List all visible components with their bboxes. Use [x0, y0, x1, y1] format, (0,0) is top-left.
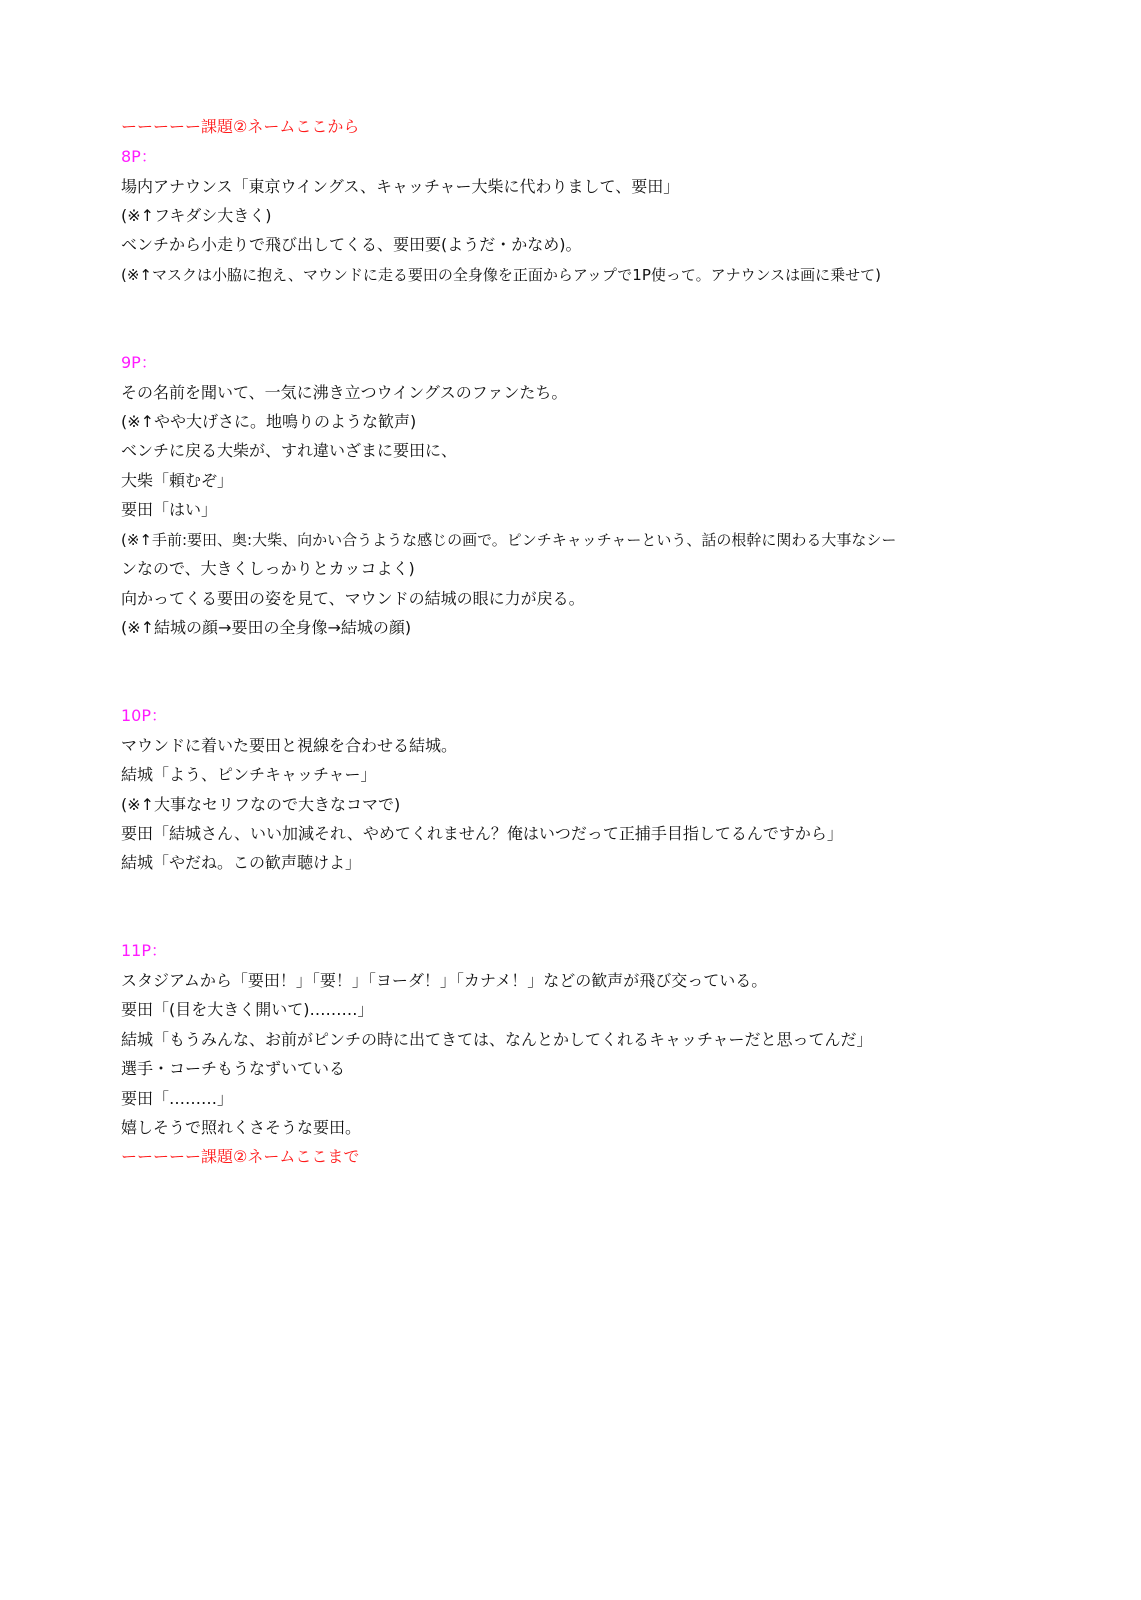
page-heading-9p: 9P：: [121, 353, 157, 372]
script-line: (※↑手前:要田、奥:大柴、向かい合うような感じの画で。ピンチキャッチャーという、話の根幹に関わる大事なシー: [121, 531, 897, 549]
marker-end: ーーーーー課題②ネームここまで: [121, 1147, 360, 1166]
script-line: 要田「………」: [121, 1089, 234, 1108]
page-heading-10p: 10P：: [121, 706, 168, 725]
script-line: その名前を聞いて、一気に沸き立つウイングスのファンたち。: [121, 383, 568, 402]
script-line: マウンドに着いた要田と視線を合わせる結城。: [121, 736, 458, 755]
script-line: ンなので、大きくしっかりとカッコよく): [121, 559, 415, 578]
script-line: (※↑フキダシ大きく): [121, 206, 272, 225]
marker-start: ーーーーー課題②ネームここから: [121, 117, 360, 136]
script-line: 場内アナウンス「東京ウイングス、キャッチャー大柴に代わりまして、要田」: [121, 177, 680, 196]
script-line: (※↑やや大げさに。地鳴りのような歓声): [121, 412, 417, 431]
script-line: 結城「よう、ピンチキャッチャー」: [121, 765, 377, 784]
script-line: ベンチに戻る大柴が、すれ違いざまに要田に、: [121, 441, 458, 460]
script-line: 選手・コーチもうなずいている: [121, 1059, 346, 1078]
script-line: 大柴「頼むぞ」: [121, 471, 234, 490]
script-line: (※↑大事なセリフなので大きなコマで): [121, 795, 401, 814]
script-line: (※↑結城の顔→要田の全身像→結城の顔): [121, 618, 412, 637]
script-line: 要田「はい」: [121, 500, 218, 519]
script-line: 要田「結城さん、いい加減それ、やめてくれません？俺はいつだって正捕手目指してるんですから」: [121, 824, 843, 843]
script-line: 結城「やだね。この歓声聴けよ」: [121, 853, 362, 872]
page-heading-8p: 8P：: [121, 147, 157, 166]
script-line: ベンチから小走りで飛び出してくる、要田要(ようだ・かなめ)。: [121, 235, 582, 254]
script-line: (※↑マスクは小脇に抱え、マウンドに走る要田の全身像を正面からアップで1P使って。アナウンスは画に乗せて): [121, 266, 881, 284]
script-line: スタジアムから「要田！」「要！」「ヨーダ！」「カナメ！」などの歓声が飛び交っている。: [121, 971, 768, 990]
script-line: 向かってくる要田の姿を見て、マウンドの結城の眼に力が戻る。: [121, 589, 585, 608]
page-heading-11p: 11P：: [121, 941, 168, 960]
script-line: 要田「(目を大きく開いて)………」: [121, 1000, 374, 1019]
script-line: 結城「もうみんな、お前がピンチの時に出てきては、なんとかしてくれるキャッチャーだと思ってんだ」: [121, 1030, 873, 1049]
script-line: 嬉しそうで照れくさそうな要田。: [121, 1118, 362, 1137]
